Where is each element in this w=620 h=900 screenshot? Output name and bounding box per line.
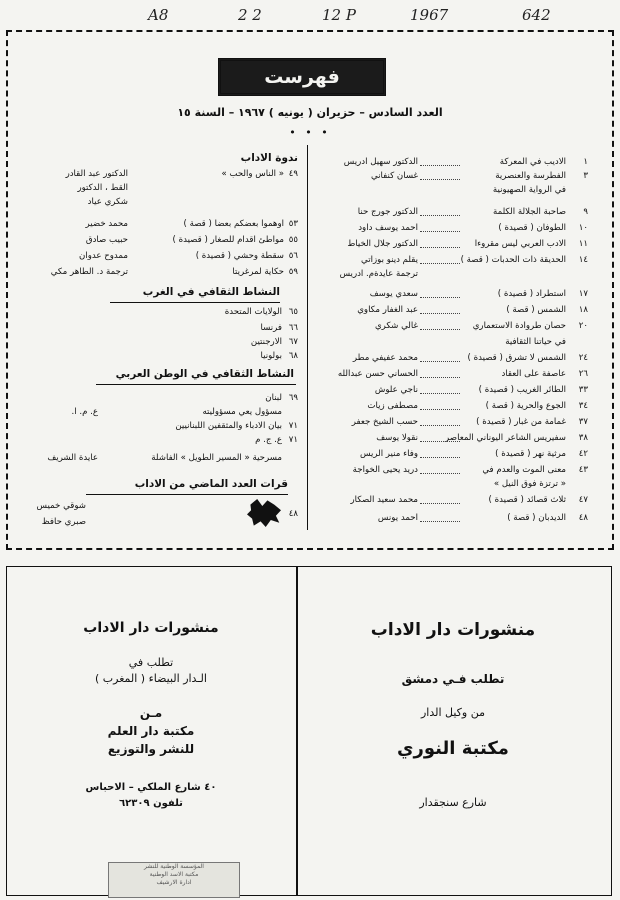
section-title: ندوة الاداب: [240, 152, 298, 164]
ad-right-line1: تطلب فـي دمشق: [401, 672, 505, 686]
section-title: قرات العدد الماضي من الاداب: [134, 478, 288, 490]
entry-author: ع. م. ا.: [71, 407, 98, 417]
entry-author: ترجمة د. الطاهر مكي: [50, 267, 128, 277]
entry-title: الشمس ( قصة ): [506, 305, 566, 315]
entry-title: الطائر الغريب ( قصيدة ): [478, 385, 566, 395]
contents-banner: فهرست: [218, 58, 386, 96]
entry-title: معنى الموت والعدم في: [482, 465, 566, 475]
entry-title: بولونيا: [260, 351, 282, 361]
entry-title: في حياتنا الثقافية: [505, 337, 566, 347]
entry-page-number: ٥٩: [288, 267, 298, 277]
library-stamp-line: المؤسسة الوطنية للنشر: [144, 863, 204, 870]
entry-author: الدكتور جلال الخياط: [347, 239, 418, 249]
entry-page-number: ٤٣: [578, 465, 588, 475]
entry-title: في الرواية الصهيونية: [492, 185, 566, 195]
leader-dots: [420, 473, 460, 474]
entry-author: عايدة الشريف: [47, 453, 98, 463]
leader-dots: [420, 179, 460, 180]
handwritten-note: 2 2: [238, 6, 262, 24]
entry-title: سفيريس الشاعر اليوناني المعاصر: [445, 433, 566, 443]
entry-author: سعدي يوسف: [369, 289, 418, 299]
entry-title: عاصفة على العقاد: [501, 369, 566, 379]
issue-line: العدد السادس – حزيران ( يونيه ) ١٩٦٧ – السنة ١٥: [177, 106, 443, 119]
entry-title: الطوفان ( قصيدة ): [498, 223, 566, 233]
entry-page-number: ٣٣: [578, 385, 588, 395]
entry-author: حسب الشيخ جعفر: [351, 417, 418, 427]
entry-page-number: ٥٣: [288, 219, 298, 229]
leader-dots: [420, 503, 460, 504]
entry-author: عبد الغفار مكاوي: [357, 305, 418, 315]
ad-right-title: منشورات دار الاداب: [370, 620, 536, 640]
entry-author: محمد عفيفي مطر: [352, 353, 418, 363]
entry-page-number: ٢٦: [578, 369, 588, 379]
entry-title: مرثية نهر ( قصيدة ): [495, 449, 566, 459]
entry-author: الدكتور عبد القادر: [65, 169, 128, 179]
entry-page-number: ٢٤: [578, 353, 588, 363]
entry-title: فرنسا: [260, 323, 282, 333]
entry-title: سقطة وحشي ( قصيدة ): [195, 251, 284, 261]
entry-page-number: ١: [583, 157, 588, 167]
entry-title: الديدبان ( قصة ): [507, 513, 566, 523]
ad-right-street: شارع سنجقدار: [419, 796, 487, 809]
entry-author: القط ، الدكتور: [77, 183, 128, 193]
ad-left-address: ٤٠ شارع الملكي – الاحباس: [85, 782, 217, 793]
entry-title: الحديقة ذات الحدبات ( قصة ): [460, 255, 566, 265]
entry-author: الدكتور جورج حنا: [357, 207, 418, 217]
leader-dots: [420, 165, 460, 166]
entry-title: لبنان: [265, 393, 282, 403]
ad-right-line2: من وكيل الدار: [420, 706, 485, 719]
entry-title: الاديب في المعركة: [499, 157, 566, 167]
section-title: النشاط الثقافي في الغرب: [142, 286, 280, 298]
entry-page-number: ٦٩: [288, 393, 298, 403]
entry-title: بيان الادباء والمثقفين اللبنانيين: [175, 421, 282, 431]
leader-dots: [420, 377, 460, 378]
entry-author: محمد سعيد الصكار: [350, 495, 418, 505]
library-stamp-line: مكتبة الاسد الوطنية: [149, 871, 199, 878]
ad-left-shop1: مكتبة دار العلم: [107, 724, 195, 738]
leader-dots: [420, 409, 460, 410]
entry-page-number: ٩: [583, 207, 588, 217]
library-stamp-line: ادارة الارشيف: [156, 879, 192, 886]
entry-author: دريد يحيى الخواجة: [352, 465, 418, 475]
entry-author: وفاء منير الريس: [359, 449, 418, 459]
ad-right-shop: مكتبة النوري: [397, 738, 509, 759]
ad-left-shop2: للنشر والتوزيع: [107, 742, 195, 756]
entry-page-number: ١١: [578, 239, 588, 249]
entry-author: ترجمة عايدةم. ادريس: [339, 269, 418, 279]
entry-title: حكاية لمرغريتا: [232, 267, 284, 277]
entry-title: اوهموا بعضكم بعضا ( قصة ): [183, 219, 284, 229]
ornament: • • •: [289, 126, 331, 139]
leader-dots: [420, 457, 460, 458]
entry-page-number: ٣٤: [578, 401, 588, 411]
ad-left-title: منشورات دار الاداب: [83, 620, 219, 636]
entry-author: حبيب صادق: [85, 235, 128, 245]
entry-title: حصان طروادة الاستعماري: [472, 321, 566, 331]
entry-page-number: ٤٩: [288, 169, 298, 179]
entry-page-number: ٣٧: [578, 417, 588, 427]
entry-title: الجوع والحرية ( قصة ): [485, 401, 566, 411]
ad-left-from: مـن: [139, 706, 163, 720]
entry-page-number: ١٨: [578, 305, 588, 315]
entry-page-number: ٧١: [288, 421, 298, 431]
entry-page-number: ٦٨: [288, 351, 298, 361]
entry-title: « ترتزة فوق النيل »: [493, 479, 566, 489]
entry-title: غمامة من غبار ( قصيدة ): [476, 417, 566, 427]
leader-dots: [420, 231, 460, 232]
entry-author: احمد يوسف داود: [358, 223, 418, 233]
entry-page-number: ٦٥: [288, 307, 298, 317]
entry-author: نقولا يوسف: [376, 433, 418, 443]
entry-title: « الناس والحب »: [221, 169, 284, 179]
entry-page-number: ٥٥: [288, 235, 298, 245]
entry-author: شكري عياد: [87, 197, 128, 207]
ad-left-line2: الـدار البيضاء ( المغرب ): [95, 672, 207, 685]
entry-title: مواطئ اقدام للصغار ( قصيدة ): [172, 235, 284, 245]
leader-dots: [420, 313, 460, 314]
entry-title: صاحبة الجلالة الكلمة: [493, 207, 566, 217]
entry-author: الحساني حسن عبدالله: [337, 369, 418, 379]
entry-page-number: ٤٢: [578, 449, 588, 459]
entry-page-number: ١٠: [578, 223, 588, 233]
entry-page-number: ٥٦: [288, 251, 298, 261]
ad-left-line1: تطلب في: [128, 656, 174, 669]
section-title: النشاط الثقافي في الوطن العربي: [115, 368, 294, 380]
reader-name: شوقي خميس: [36, 501, 86, 511]
entry-author: الدكتور سهيل ادريس: [343, 157, 418, 167]
entry-page-number: ١٤: [578, 255, 588, 265]
entry-title: الارجنتين: [250, 337, 282, 347]
section-underline: [110, 302, 280, 303]
leader-dots: [420, 441, 460, 442]
entry-title: الولايات المتحدة: [224, 307, 282, 317]
entry-author: مصطفى زيات: [367, 401, 418, 411]
entry-title: مسؤول يعي مسؤوليته: [202, 407, 282, 417]
entry-author: محمد خضير: [85, 219, 128, 229]
entry-author: ناجي علوش: [374, 385, 418, 395]
library-stamp: [108, 862, 240, 898]
leader-dots: [420, 361, 460, 362]
handwritten-note: 12 P: [322, 6, 356, 24]
handwritten-note: 1967: [410, 6, 449, 24]
leader-dots: [420, 425, 460, 426]
leader-dots: [420, 521, 460, 522]
handwritten-note: A8: [148, 6, 169, 24]
entry-author: يقلم دينو بوزاتي: [361, 255, 418, 265]
column-divider: [307, 145, 308, 530]
leader-dots: [420, 393, 460, 394]
entry-page-number: ٤٨: [288, 509, 298, 519]
entry-author: ممدوح عدوان: [79, 251, 128, 261]
ad-right-frame: [296, 566, 612, 896]
leader-dots: [420, 297, 460, 298]
section-underline: [96, 384, 296, 385]
entry-title: الفطرسة والعنصرية: [495, 171, 566, 181]
entry-page-number: ٤٧: [578, 495, 588, 505]
entry-page-number: ٣: [583, 171, 588, 181]
leader-dots: [420, 329, 460, 330]
entry-page-number: ٢٠: [578, 321, 588, 331]
entry-page-number: ١٧: [578, 289, 588, 299]
leader-dots: [420, 263, 460, 264]
entry-title: ع. ج. م: [255, 435, 282, 445]
handwritten-note: 642: [522, 6, 551, 24]
leader-dots: [420, 215, 460, 216]
entry-author: غسان كنفاني: [370, 171, 418, 181]
leader-dots: [420, 247, 460, 248]
entry-page-number: ٦٧: [288, 337, 298, 347]
reader-name: صبري حافظ: [41, 517, 86, 527]
entry-title: ثلاث قصائد ( قصيدة ): [488, 495, 566, 505]
entry-title: استطراد ( قصيدة ): [497, 289, 566, 299]
section-underline: [86, 494, 288, 495]
entry-page-number: ٧١: [288, 435, 298, 445]
ad-left-phone: تلفون ٦٢٣٠٩: [119, 798, 183, 809]
entry-author: غالي شكري: [374, 321, 418, 331]
entry-author: احمد يونس: [377, 513, 418, 523]
entry-page-number: ٣٨: [578, 433, 588, 443]
entry-page-number: ٤٨: [578, 513, 588, 523]
entry-title: مسرحية « المسير الطويل » الفاشلة: [151, 453, 282, 463]
entry-title: الشمس لا تشرق ( قصيدة ): [467, 353, 566, 363]
entry-page-number: ٦٦: [288, 323, 298, 333]
entry-title: الادب العربي ليس مقروءا: [474, 239, 566, 249]
